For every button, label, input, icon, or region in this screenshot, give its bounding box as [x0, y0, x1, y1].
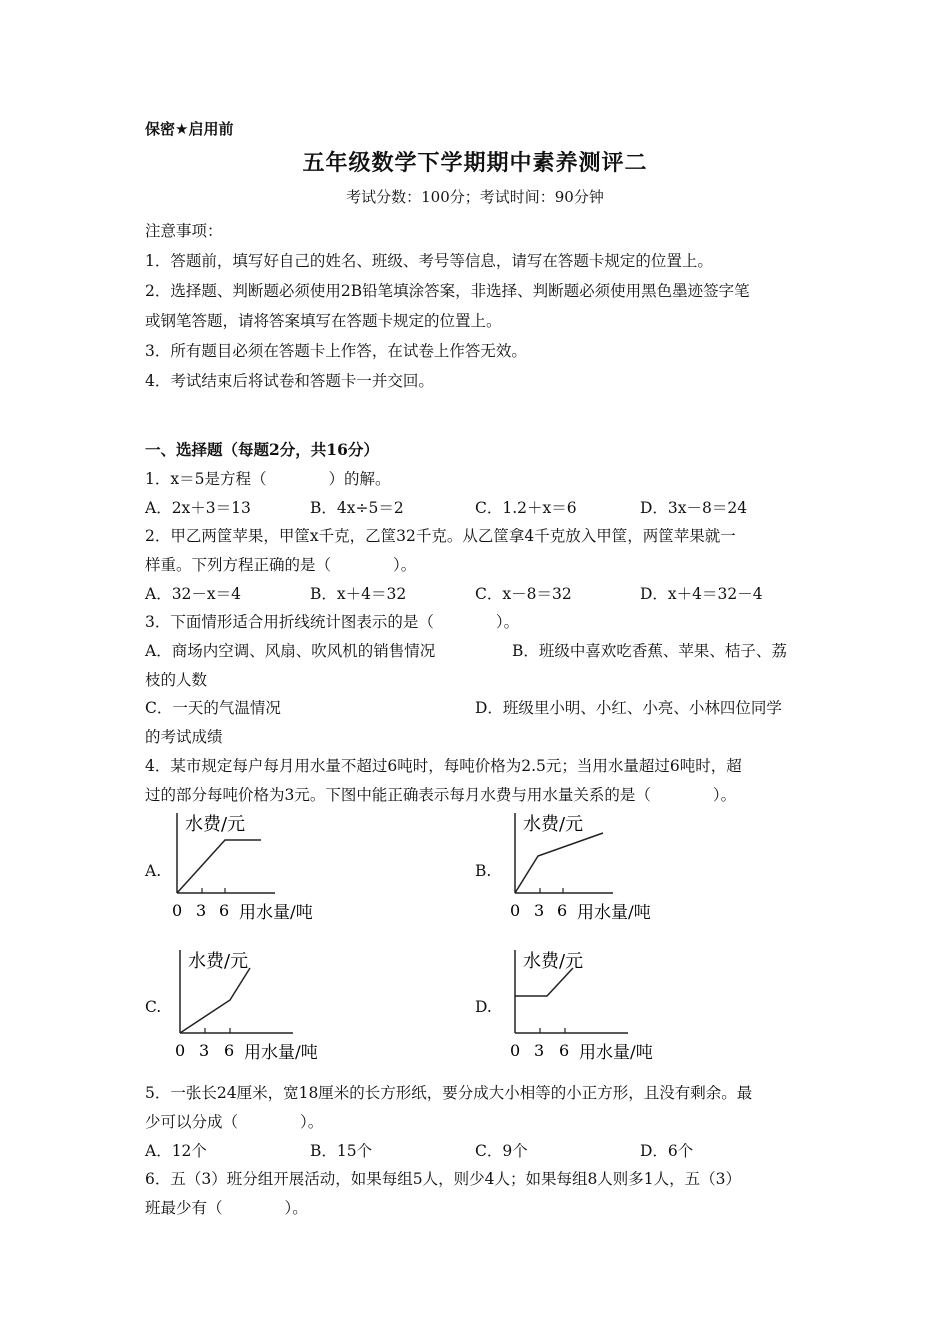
question-3-stem: 3．下面情形适合用折线统计图表示的是（ ）。 — [145, 613, 520, 631]
x-tick-label: 0 — [172, 901, 183, 920]
page-title: 五年级数学下学期期中素养测评二 — [302, 151, 648, 176]
graph-label-a: A. — [145, 862, 162, 880]
q2-option-c: C．x－8＝32 — [475, 585, 572, 603]
graph-d — [503, 945, 683, 1063]
q1-option-a: A．2x＋3＝13 — [145, 499, 251, 517]
y-axis-label: 水费/元 — [185, 814, 246, 835]
graph-label-d: D. — [475, 998, 492, 1016]
price-line — [515, 968, 573, 996]
y-axis-label: 水费/元 — [188, 951, 249, 972]
y-axis-label: 水费/元 — [523, 951, 584, 972]
exam-info: 考试分数：100分；考试时间：90分钟 — [346, 188, 604, 206]
question-1-stem: 1．x＝5是方程（ ）的解。 — [145, 470, 391, 488]
note-item: 4．考试结束后将试卷和答题卡一并交回。 — [145, 372, 434, 390]
y-axis-label: 水费/元 — [523, 814, 584, 835]
question-5-stem-cont: 少可以分成（ ）。 — [145, 1113, 324, 1131]
confidential-mark: 保密★启用前 — [145, 120, 234, 138]
q3-option-d-cont: 的考试成绩 — [145, 728, 223, 746]
q5-option-d: D．6个 — [640, 1142, 694, 1160]
question-6-stem: 6．五（3）班分组开展活动，如果每组5人，则少4人；如果每组8人则多1人，五（3） — [145, 1170, 742, 1188]
graph-c — [168, 945, 348, 1063]
note-item: 或钢笔答题，请将答案填写在答题卡规定的位置上。 — [145, 312, 502, 330]
x-axis-label: 用水量/吨 — [239, 903, 313, 923]
note-item: 1．答题前，填写好自己的姓名、班级、考号等信息，请写在答题卡规定的位置上。 — [145, 252, 713, 270]
price-line — [177, 840, 261, 893]
graph-a — [165, 808, 345, 923]
q3-option-b: B．班级中喜欢吃香蕉、苹果、桔子、荔 — [512, 642, 787, 660]
q3-option-c: C．一天的气温情况 — [145, 699, 281, 717]
x-axis-label: 用水量/吨 — [244, 1043, 318, 1063]
q1-option-b: B．4x÷5＝2 — [310, 499, 404, 517]
x-tick-label: 6 — [219, 901, 230, 920]
graph-label-c: C. — [145, 998, 162, 1016]
q5-option-a: A．12个 — [145, 1142, 207, 1160]
x-tick-label: 0 — [175, 1041, 186, 1060]
price-line — [180, 968, 250, 1033]
q3-option-a: A．商场内空调、风扇、吹风机的销售情况 — [145, 642, 436, 660]
price-line — [515, 833, 603, 893]
graph-label-b: B. — [475, 862, 492, 880]
x-tick-label: 0 — [510, 1041, 521, 1060]
x-tick-label: 3 — [199, 1041, 210, 1060]
x-tick-label: 3 — [534, 1041, 545, 1060]
q1-option-c: C．1.2＋x＝6 — [475, 499, 577, 517]
q3-option-d: D．班级里小明、小红、小亮、小林四位同学 — [475, 699, 782, 717]
q2-option-d: D．x＋4＝32－4 — [640, 585, 763, 603]
x-tick-label: 3 — [534, 901, 545, 920]
x-axis-label: 用水量/吨 — [579, 1043, 653, 1063]
x-tick-label: 6 — [559, 1041, 570, 1060]
section-heading: 一、选择题（每题2分，共16分） — [145, 440, 379, 459]
q2-option-a: A．32－x＝4 — [145, 585, 242, 603]
question-5-stem: 5．一张长24厘米，宽18厘米的长方形纸，要分成大小相等的小正方形，且没有剩余。最 — [145, 1084, 753, 1102]
question-4-stem-cont: 过的部分每吨价格为3元。下图中能正确表示每月水费与用水量关系的是（ ）。 — [145, 786, 737, 804]
q5-option-c: C．9个 — [475, 1142, 528, 1160]
x-tick-label: 6 — [557, 901, 568, 920]
q2-option-b: B．x＋4＝32 — [310, 585, 407, 603]
q3-option-b-cont: 枝的人数 — [145, 671, 208, 689]
x-tick-label: 0 — [510, 901, 521, 920]
question-2-stem-cont: 样重。下列方程正确的是（ ）。 — [145, 556, 417, 574]
q5-option-b: B．15个 — [310, 1142, 373, 1160]
graph-b — [503, 808, 683, 923]
question-4-stem: 4．某市规定每户每月用水量不超过6吨时，每吨价格为2.5元；当用水量超过6吨时，超 — [145, 757, 742, 775]
question-6-stem-cont: 班最少有（ ）。 — [145, 1199, 308, 1217]
x-axis-label: 用水量/吨 — [577, 903, 651, 923]
question-2-stem: 2．甲乙两筐苹果，甲筐x千克，乙筐32千克。从乙筐拿4千克放入甲筐，两筐苹果就一 — [145, 527, 736, 545]
note-item: 3．所有题目必须在答题卡上作答，在试卷上作答无效。 — [145, 342, 527, 360]
q1-option-d: D．3x－8＝24 — [640, 499, 748, 517]
x-tick-label: 6 — [224, 1041, 235, 1060]
note-item: 2．选择题、判断题必须使用2B铅笔填涂答案，非选择、判断题必须使用黑色墨迹签字笔 — [145, 282, 750, 300]
x-tick-label: 3 — [196, 901, 207, 920]
notes-heading: 注意事项： — [145, 222, 223, 240]
